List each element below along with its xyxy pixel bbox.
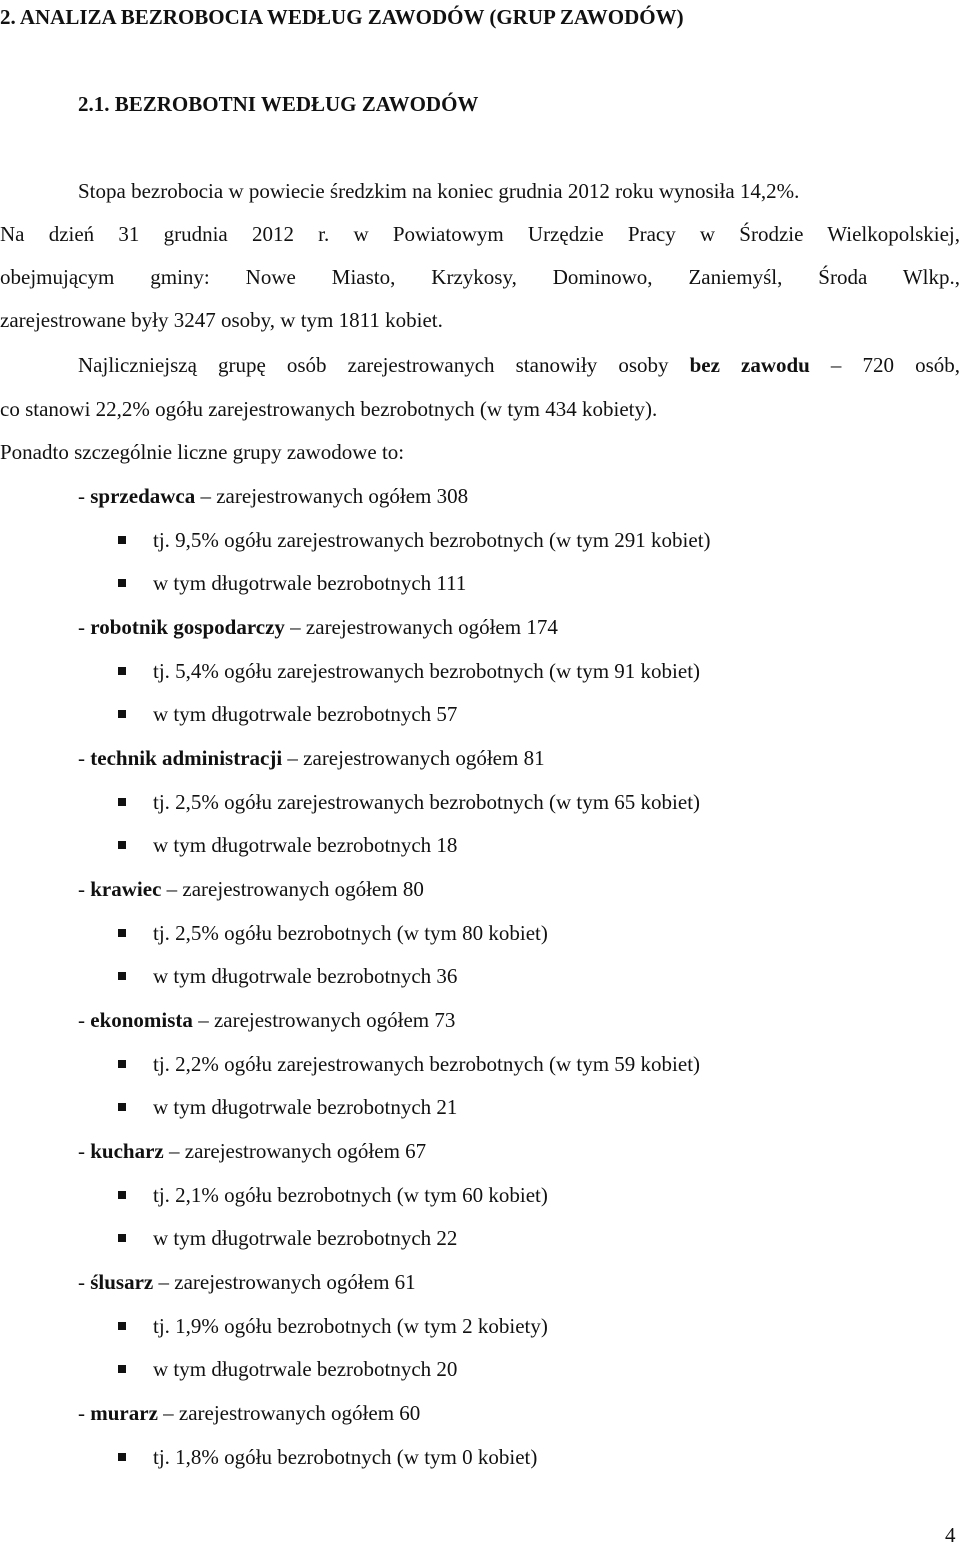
square-bullet-icon [118,1191,126,1199]
group-name: robotnik gospodarczy [90,615,285,639]
group-share: tj. 5,4% ogółu zarejestrowanych bezrobotnych (w tym 91 kobiet) [153,659,701,683]
group-slusarz [78,1269,416,1295]
group-total: – zarejestrowanych ogółem 60 [157,1401,421,1425]
para2-text-post: – 720 osób, [809,353,960,377]
square-bullet-icon [118,841,126,849]
group-share: tj. 1,8% ogółu bezrobotnych (w tym 0 kobiet) [153,1445,538,1469]
square-bullet-icon [118,972,126,980]
square-bullet-icon [118,929,126,937]
square-bullet-icon [118,1322,126,1330]
section-heading: 2. ANALIZA BEZROBOCIA WEDŁUG ZAWODÓW (GRUP ZAWODÓW) [0,5,684,29]
group-longterm: w tym długotrwale bezrobotnych 18 [153,833,458,857]
group-robotnik-gospodarczy [78,614,558,640]
intro-line-3: obejmującym gminy: Nowe Miasto, Krzykosy, Dominowo, Zaniemyśl, Środa Wlkp., [0,265,960,289]
group-name: sprzedawca [90,484,196,508]
group-longterm: w tym długotrwale bezrobotnych 20 [153,1357,458,1381]
para2-line-2: co stanowi 22,2% ogółu zarejestrowanych bezrobotnych (w tym 434 kobiety). [0,397,658,421]
square-bullet-icon [118,1365,126,1373]
group-total: – zarejestrowanych ogółem 73 [192,1008,456,1032]
para2-line-3: Ponadto szczególnie liczne grupy zawodowe to: [0,440,405,464]
square-bullet-icon [118,1234,126,1242]
square-bullet-icon [118,798,126,806]
group-name: ślusarz [90,1270,154,1294]
group-share: tj. 2,1% ogółu bezrobotnych (w tym 60 kobiet) [153,1183,548,1207]
group-total: – zarejestrowanych ogółem 80 [161,877,424,901]
group-longterm: w tym długotrwale bezrobotnych 21 [153,1095,458,1119]
square-bullet-icon [118,1103,126,1111]
group-technik-administracji [78,745,545,771]
list-dash: - [78,877,91,901]
group-share: tj. 9,5% ogółu zarejestrowanych bezrobotnych (w tym 291 kobiet) [153,528,711,552]
intro-line-2: Na dzień 31 grudnia 2012 r. w Powiatowym Urzędzie Pracy w Środzie Wielkopolskiej, [0,222,960,246]
square-bullet-icon [118,1453,126,1461]
group-total: – zarejestrowanych ogółem 61 [153,1270,416,1294]
square-bullet-icon [118,579,126,587]
group-total: – zarejestrowanych ogółem 174 [284,615,558,639]
square-bullet-icon [118,536,126,544]
intro-line-1: Stopa bezrobocia w powiecie średzkim na koniec grudnia 2012 roku wynosiła 14,2%. [78,179,800,203]
group-longterm: w tym długotrwale bezrobotnych 36 [153,964,458,988]
square-bullet-icon [118,1060,126,1068]
list-dash: - [78,1401,91,1425]
square-bullet-icon [118,667,126,675]
group-ekonomista [78,1007,455,1033]
group-name: krawiec [90,877,162,901]
group-total: – zarejestrowanych ogółem 81 [282,746,545,770]
list-dash: - [78,1139,91,1163]
group-longterm: w tym długotrwale bezrobotnych 22 [153,1226,458,1250]
group-share: tj. 2,2% ogółu zarejestrowanych bezrobotnych (w tym 59 kobiet) [153,1052,701,1076]
group-total: – zarejestrowanych ogółem 67 [163,1139,427,1163]
list-dash: - [78,615,91,639]
list-dash: - [78,1270,91,1294]
group-name: ekonomista [90,1008,193,1032]
group-share: tj. 2,5% ogółu bezrobotnych (w tym 80 kobiet) [153,921,548,945]
subsection-heading: 2.1. BEZROBOTNI WEDŁUG ZAWODÓW [78,92,479,116]
page-number: 4 [945,1523,956,1547]
group-murarz [78,1400,420,1426]
list-dash: - [78,484,91,508]
group-name: kucharz [90,1139,164,1163]
square-bullet-icon [118,710,126,718]
group-longterm: w tym długotrwale bezrobotnych 57 [153,702,458,726]
group-longterm: w tym długotrwale bezrobotnych 111 [153,571,467,595]
para2-text-pre: Najliczniejszą grupę osób zarejestrowanych stanowiły osoby [78,353,690,377]
intro-line-4: zarejestrowane były 3247 osoby, w tym 1811 kobiet. [0,308,443,332]
group-share: tj. 2,5% ogółu zarejestrowanych bezrobotnych (w tym 65 kobiet) [153,790,701,814]
para2-bold-term: bez zawodu [689,353,810,377]
group-name: murarz [90,1401,158,1425]
group-name: technik administracji [90,746,283,770]
list-dash: - [78,1008,91,1032]
group-kucharz [78,1138,426,1164]
group-sprzedawca [78,483,468,509]
group-krawiec [78,876,424,902]
group-total: – zarejestrowanych ogółem 308 [195,484,469,508]
para2-line-1 [78,352,960,378]
list-dash: - [78,746,91,770]
group-share: tj. 1,9% ogółu bezrobotnych (w tym 2 kobiety) [153,1314,548,1338]
